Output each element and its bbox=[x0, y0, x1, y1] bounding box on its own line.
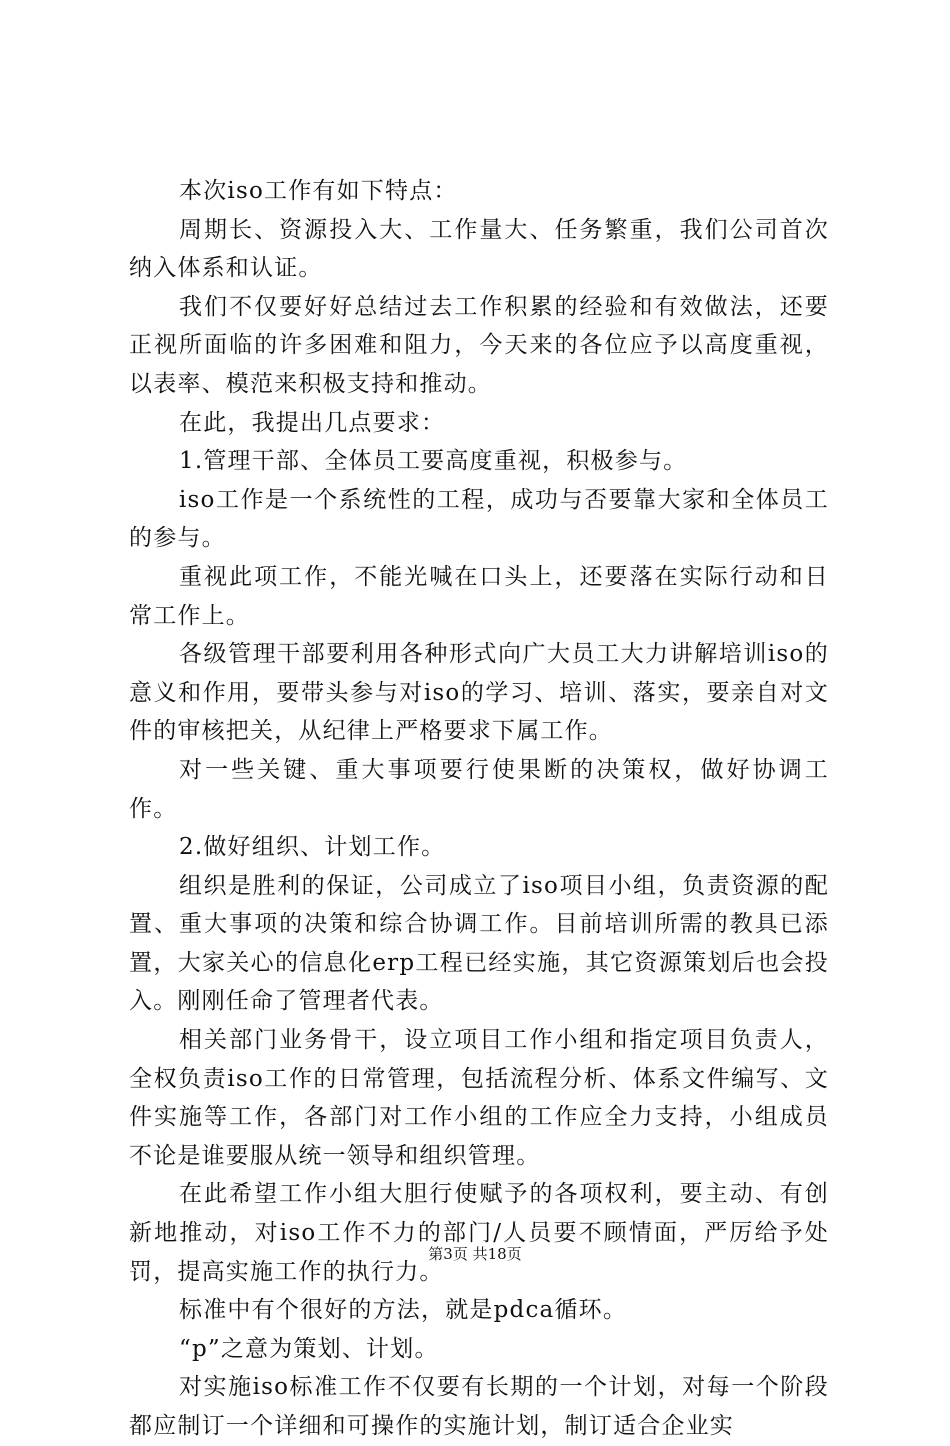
paragraph: 标准中有个很好的方法，就是pdca循环。 bbox=[179, 1297, 628, 1324]
paragraph: 1.管理干部、全体员工要高度重视，积极参与。 bbox=[179, 448, 688, 475]
paragraph: 对实施iso标准工作不仅要有长期的一个计划，对每一个阶段都应制订一个详细和可操作的实施计划，制订适合企业实 bbox=[129, 1374, 829, 1439]
paragraph: “p”之意为策划、计划。 bbox=[179, 1335, 439, 1362]
page-number-footer: 第3页 共18页 bbox=[428, 1245, 522, 1263]
paragraph: 在此，我提出几点要求： bbox=[179, 409, 446, 436]
paragraph: 2.做好组织、计划工作。 bbox=[179, 834, 446, 861]
paragraph: 相关部门业务骨干，设立项目工作小组和指定项目负责人，全权负责iso工作的日常管理，包括流程分析、体系文件编写、文件实施等工作，各部门对工作小组的工作应全力支持，小组成员不论是谁要服从统一领导和组织管理。 bbox=[129, 1027, 829, 1169]
paragraph: 对一些关键、重大事项要行使果断的决策权，做好协调工作。 bbox=[129, 756, 829, 822]
paragraph: 在此希望工作小组大胆行使赋予的各项权利，要主动、有创新地推动，对iso工作不力的部门/人员要不顾情面，严厉给予处罚，提高实施工作的执行力。 bbox=[129, 1181, 829, 1285]
paragraph: 各级管理干部要利用各种形式向广大员工大力讲解培训iso的意义和作用，要带头参与对iso的学习、培训、落实，要亲自对文件的审核把关，从纪律上严格要求下属工作。 bbox=[129, 641, 829, 745]
paragraph: 周期长、资源投入大、工作量大、任务繁重，我们公司首次纳入体系和认证。 bbox=[129, 216, 829, 282]
paragraph: 本次iso工作有如下特点： bbox=[179, 178, 458, 204]
paragraph: iso工作是一个系统性的工程，成功与否要靠大家和全体员工的参与。 bbox=[129, 486, 829, 552]
paragraph: 重视此项工作，不能光喊在口头上，还要落在实际行动和日常工作上。 bbox=[129, 563, 829, 629]
paragraph: 我们不仅要好好总结过去工作积累的经验和有效做法，还要正视所面临的许多困难和阻力，今天来的各位应予以高度重视，以表率、模范来积极支持和推动。 bbox=[129, 293, 829, 397]
paragraph: 组织是胜利的保证，公司成立了iso项目小组，负责资源的配置、重大事项的决策和综合协调工作。目前培训所需的教具已添置，大家关心的信息化erp工程已经实施，其它资源策划后也会投入。刚刚任命了管理者代表。 bbox=[129, 872, 829, 1015]
